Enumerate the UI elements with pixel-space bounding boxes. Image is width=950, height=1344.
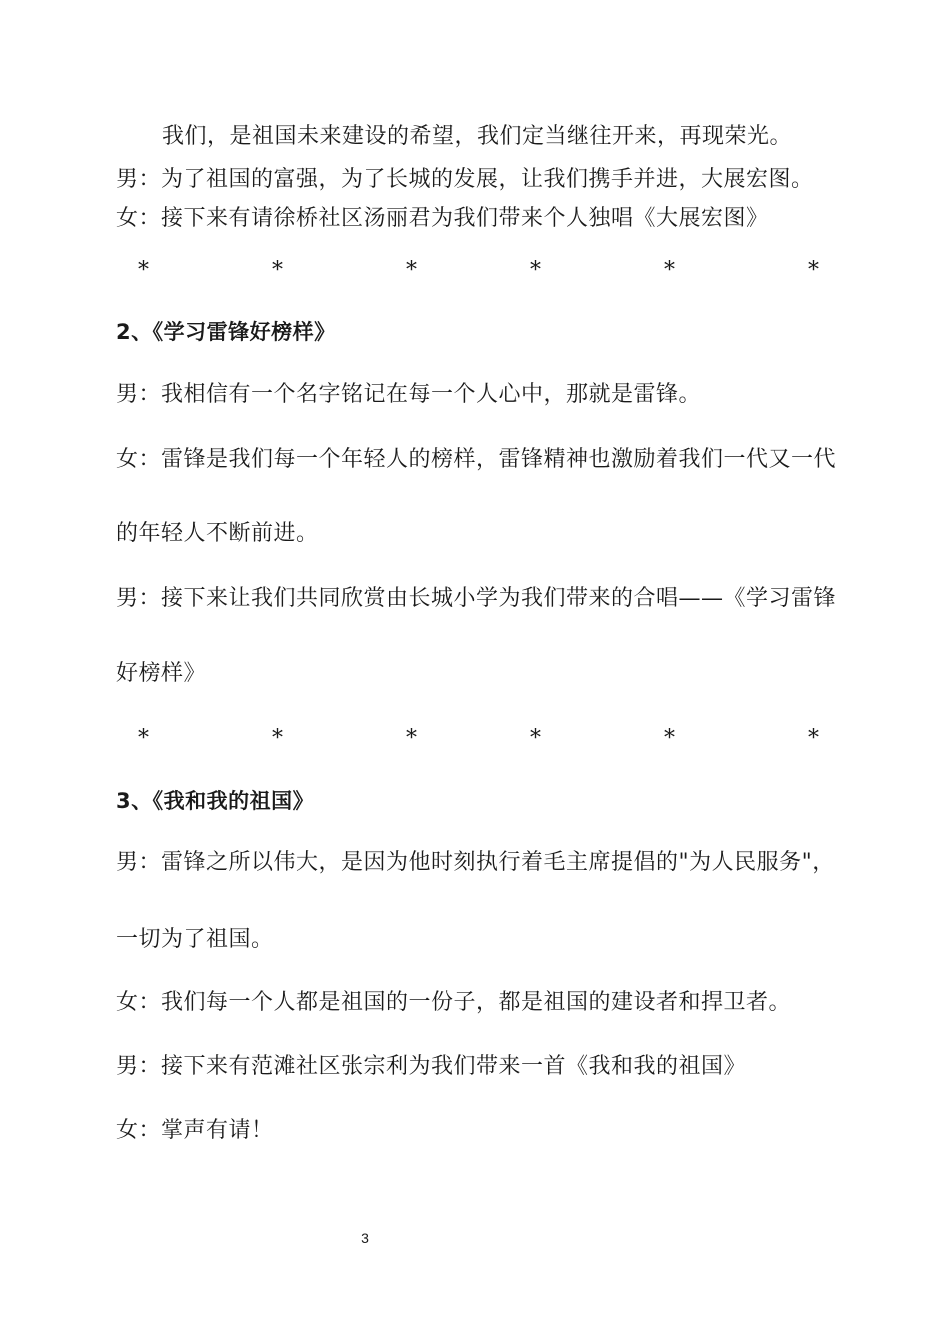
separator-star: *: [272, 258, 283, 283]
separator-star: *: [406, 258, 417, 283]
paragraph-line: 一切为了祖国。: [116, 927, 274, 952]
separator-star: *: [808, 258, 819, 283]
paragraph-line: 男：雷锋之所以伟大，是因为他时刻执行着毛主席提倡的"为人民服务"，: [116, 850, 835, 875]
paragraph-line: 女：雷锋是我们每一个年轻人的榜样，雷锋精神也激励着我们一代又一代: [116, 447, 837, 472]
paragraph-line: 女：接下来有请徐桥社区汤丽君为我们带来个人独唱《大展宏图》: [116, 206, 769, 231]
separator-star: *: [272, 726, 283, 751]
separator-star: *: [664, 258, 675, 283]
paragraph-line: 男：接下来有范滩社区张宗利为我们带来一首《我和我的祖国》: [116, 1054, 747, 1079]
section-heading: 3、《我和我的祖国》: [116, 789, 315, 813]
section-heading: 2、《学习雷锋好榜样》: [116, 320, 336, 344]
paragraph-line: 女：掌声有请！: [116, 1118, 274, 1143]
paragraph-line: 我们，是祖国未来建设的希望，我们定当继往开来，再现荣光。: [162, 124, 793, 149]
separator-star: *: [808, 726, 819, 751]
separator-star: *: [138, 726, 149, 751]
paragraph-line: 女：我们每一个人都是祖国的一份子，都是祖国的建设者和捍卫者。: [116, 990, 792, 1015]
separator-star: *: [530, 258, 541, 283]
separator-star: *: [406, 726, 417, 751]
paragraph-line: 男：接下来让我们共同欣赏由长城小学为我们带来的合唱——《学习雷锋: [116, 586, 837, 611]
separator-star: *: [530, 726, 541, 751]
page-number: 3: [361, 1230, 369, 1246]
separator-star: *: [138, 258, 149, 283]
separator-row: [0, 724, 950, 754]
paragraph-line: 的年轻人不断前进。: [116, 521, 319, 546]
paragraph-line: 男：为了祖国的富强，为了长城的发展，让我们携手并进，大展宏图。: [116, 167, 814, 192]
separator-star: *: [664, 726, 675, 751]
paragraph-line: 男：我相信有一个名字铭记在每一个人心中，那就是雷锋。: [116, 382, 702, 407]
paragraph-line: 好榜样》: [116, 661, 207, 686]
separator-row: [0, 256, 950, 286]
